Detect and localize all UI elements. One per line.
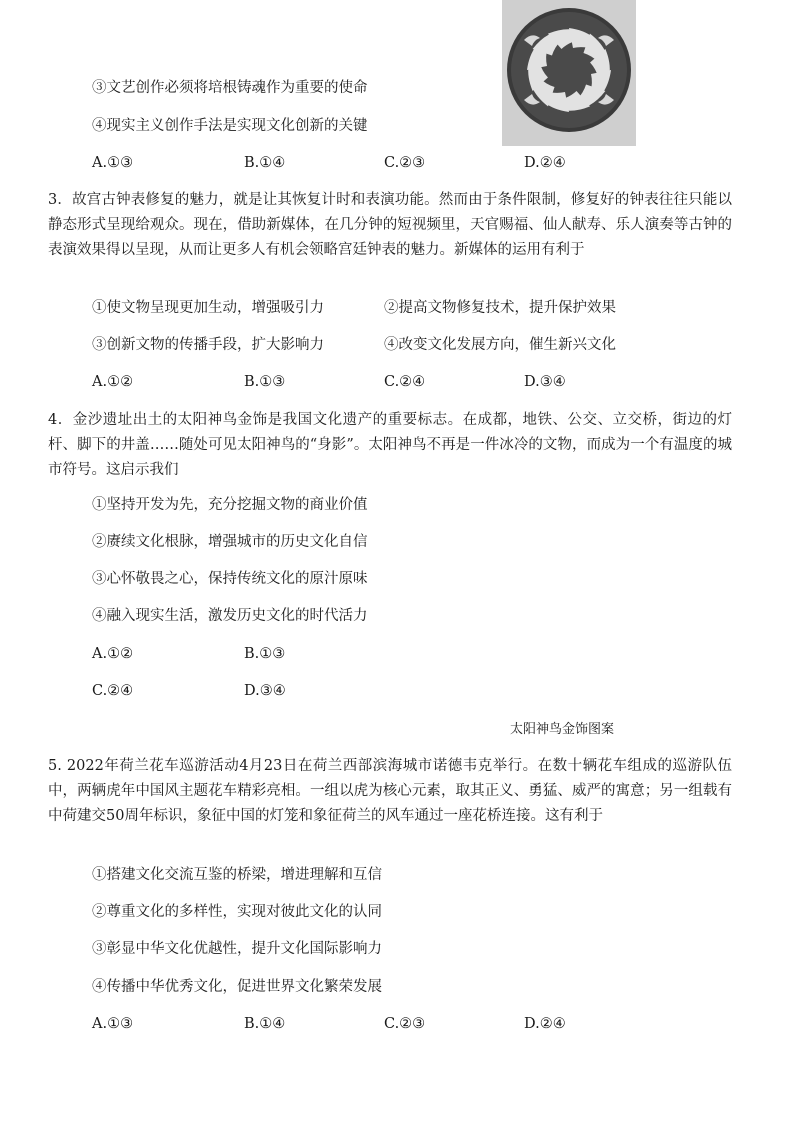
top-option-d[interactable]: D.②④ [524,155,566,171]
q3-item-1: ①使文物呈现更加生动，增强吸引力 [92,300,324,316]
q3-option-b[interactable]: B.①③ [244,374,286,390]
q4-option-b[interactable]: B.①③ [244,646,286,662]
q4-item-2: ②赓续文化根脉，增强城市的历史文化自信 [92,534,368,550]
q4-option-d[interactable]: D.③④ [244,683,286,699]
figure-caption: 太阳神鸟金饰图案 [510,722,615,737]
q4-item-1: ①坚持开发为先，充分挖掘文物的商业价值 [92,497,368,513]
q3-item-4: ④改变文化发展方向，催生新兴文化 [384,337,616,353]
q4-option-a[interactable]: A.①② [92,646,134,662]
q3-stem: 3．故宫古钟表修复的魅力，就是让其恢复计时和表演功能。然而由于条件限制，修复好的钟表往往只能以静态形式呈现给观众。现在，借助新媒体，在几分钟的短视频里，天官赐福、仙人献寿、乐人演奏等古钟的表演效果得以呈现，从而让更多人有机会领略宫廷钟表的魅力。新媒体的运用有利于 [48,192,732,258]
q5-item-3: ③彰显中华文化优越性，提升文化国际影响力 [92,941,382,957]
q4-stem: 4．金沙遗址出土的太阳神鸟金饰是我国文化遗产的重要标志。在成都，地铁、公交、立交桥，街边的灯杆、脚下的井盖……随处可见太阳神鸟的“身影”。太阳神鸟不再是一件冰冷的文物，而成为一个有温度的城市符号。这启示我们 [48,412,732,478]
q4-item-4: ④融入现实生活，激发历史文化的时代活力 [92,608,368,624]
q3-option-d[interactable]: D.③④ [524,374,566,390]
top-option-a[interactable]: A.①③ [92,155,134,171]
q5-option-d[interactable]: D.②④ [524,1016,566,1032]
q3-option-a[interactable]: A.①② [92,374,134,390]
top-option-c[interactable]: C.②③ [384,155,426,171]
top-item-3: ③文艺创作必须将培根铸魂作为重要的使命 [92,80,368,96]
top-item-4: ④现实主义创作手法是实现文化创新的关键 [92,118,368,134]
q4-option-c[interactable]: C.②④ [92,683,134,699]
q3-item-3: ③创新文物的传播手段，扩大影响力 [92,337,324,353]
q3-option-c[interactable]: C.②④ [384,374,426,390]
q5-option-b[interactable]: B.①④ [244,1016,286,1032]
sun-bird-gold-ornament-image [502,0,636,146]
q5-option-a[interactable]: A.①③ [92,1016,134,1032]
q3-item-2: ②提高文物修复技术，提升保护效果 [384,300,616,316]
q4-item-3: ③心怀敬畏之心，保持传统文化的原汁原味 [92,571,368,587]
top-option-b[interactable]: B.①④ [244,155,286,171]
q5-option-c[interactable]: C.②③ [384,1016,426,1032]
sun-bird-pattern-icon [502,0,636,146]
q5-stem: 5. 2022年荷兰花车巡游活动4月23日在荷兰西部滨海城市诺德韦克举行。在数十辆花车组成的巡游队伍中，两辆虎年中国风主题花车精彩亮相。一组以虎为核心元素，取其正义、勇猛、威严的寓意；另一组载有中荷建交50周年标识，象征中国的灯笼和象征荷兰的风车通过一座花桥连接。这有利于 [48,758,732,824]
q5-item-1: ①搭建文化交流互鉴的桥梁，增进理解和互信 [92,867,382,883]
q5-item-4: ④传播中华优秀文化，促进世界文化繁荣发展 [92,979,382,995]
q5-item-2: ②尊重文化的多样性，实现对彼此文化的认同 [92,904,382,920]
